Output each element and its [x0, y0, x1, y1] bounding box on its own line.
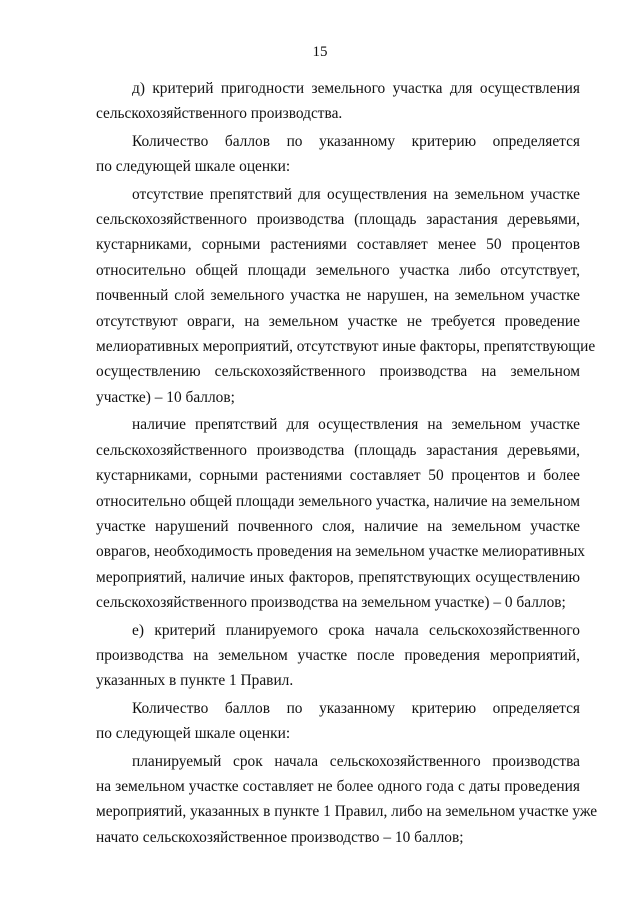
paragraph-line: мелиоративных мероприятий, отсутствуют иные факторы, препятствующие — [96, 338, 596, 356]
paragraph-line: участке) – 10 баллов; — [96, 388, 235, 406]
paragraph-criterion-d — [96, 76, 580, 127]
paragraph-line: осуществлению сельскохозяйственного производства на земельном — [96, 363, 580, 381]
paragraph-line: относительно общей площади земельного участка либо отсутствует, — [96, 261, 580, 279]
paragraph-line: мероприятий, наличие иных факторов, препятствующих осуществлению — [96, 568, 580, 586]
paragraph-line: производства на земельном участке после проведения мероприятий, — [96, 646, 580, 664]
paragraph-line: по следующей шкале оценки: — [96, 725, 291, 743]
paragraph-line: указанных в пункте 1 Правил. — [96, 672, 294, 690]
paragraph-line: д) критерий пригодности земельного участка для осуществления — [132, 80, 580, 97]
paragraph-line: кустарниками, сорными растениями составляет менее 50 процентов — [96, 236, 580, 254]
page-number: 15 — [312, 44, 328, 60]
paragraph-line: кустарниками, сорными растениями составляет 50 процентов и более — [96, 467, 580, 485]
paragraph-line: Количество баллов по указанному критерию определяется — [132, 699, 580, 717]
paragraph-line: сельскохозяйственного производства. — [96, 105, 343, 123]
paragraph-line: сельскохозяйственного производства (площадь зарастания деревьями, — [96, 441, 580, 459]
paragraph-score-scale — [96, 696, 580, 747]
paragraph-line: планируемый срок начала сельскохозяйственного производства — [132, 752, 580, 770]
paragraph-line: мероприятий, указанных в пункте 1 Правил, либо на земельном участке уже — [96, 803, 598, 821]
paragraph-line: е) критерий планируемого срока начала сельскохозяйственного — [132, 621, 580, 639]
paragraph-line: относительно общей площади земельного участка, наличие на земельном — [96, 492, 580, 510]
paragraph-line: сельскохозяйственного производства (площадь зарастания деревьями, — [96, 211, 580, 229]
paragraph-line: наличие препятствий для осуществления на земельном участке — [132, 416, 580, 434]
paragraph-score-scale — [96, 129, 580, 180]
paragraph-no-obstacles — [96, 182, 596, 411]
paragraph-line: начато сельскохозяйственное производство – 10 баллов; — [96, 828, 464, 846]
paragraph-line: сельскохозяйственного производства на земельном участке) – 0 баллов; — [96, 594, 566, 612]
paragraph-line: отсутствие препятствий для осуществления на земельном участке — [132, 185, 580, 203]
paragraph-line: по следующей шкале оценки: — [96, 158, 291, 176]
paragraph-line: участке нарушений почвенного слоя, наличие на земельном участке — [96, 517, 580, 535]
paragraph-planned-term — [96, 749, 598, 851]
paragraph-line: оврагов, необходимость проведения на земельном участке мелиоративных — [96, 543, 585, 561]
paragraph-obstacles-present — [96, 412, 585, 615]
paragraph-line: отсутствуют овраги, на земельном участке не требуется проведение — [96, 312, 580, 330]
document-body — [96, 76, 598, 850]
paragraph-line: почвенный слой земельного участка не нарушен, на земельном участке — [96, 287, 580, 305]
paragraph-line: на земельном участке составляет не более одного года с даты проведения — [96, 777, 580, 795]
paragraph-line: Количество баллов по указанному критерию определяется — [132, 132, 580, 150]
paragraph-criterion-e — [96, 618, 580, 694]
